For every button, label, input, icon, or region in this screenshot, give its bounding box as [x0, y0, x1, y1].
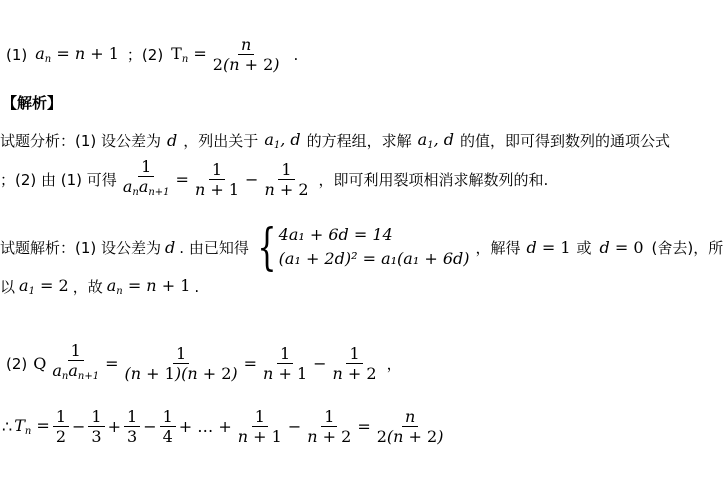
answer-part2-lhs: $T_n$ = — [171, 44, 207, 65]
solution-label: 试题解析： — [0, 238, 76, 257]
analysis-line-1: 试题分析： (1) 设公差为 d ，列出关于 $a_1$, d 的方程组，求解 $a_1$, d 的值，即可得到数列的通项公式 — [0, 130, 671, 151]
analysis-frac-rhs1: $\frac{1}{n + 1}$ — [194, 160, 240, 199]
answer-part1-label: (1) — [6, 45, 28, 64]
answer-part2-fraction: $\frac{n}{2(n + 2)}$ — [212, 35, 280, 74]
equation-system: { 4a₁ + 6d = 14 (a₁ + 2d)² = a₁(a₁ + 6d) — [257, 218, 470, 276]
answer-end: . — [293, 45, 299, 64]
analysis-frac-lhs: $\frac{1}{a_na_{n+1}}$ — [122, 157, 170, 198]
solution-line-2: 以 $a_1 = 2$ ，故 $a_n = n + 1$ . — [0, 276, 200, 297]
answer-separator: ； — [126, 46, 142, 64]
answer-line — [6, 36, 298, 73]
analysis-frac-rhs2: $\frac{1}{n + 2}$ — [264, 160, 309, 199]
solution-part2-line: (2) Q $\frac{1}{a_na_{n+1}}$ = $\frac{1}{(n + 1)(n + 2)}$ = $\frac{1}{n + 1}$ − $\frac{1}{n + 2}$ ， — [6, 341, 402, 383]
answer-part2-label: (2) — [141, 45, 164, 64]
solution-line-1: 试题解析： (1) 设公差为 d . 由已知得 { 4a₁ + 6d = 14 (a₁ + 2d)² = a₁(a₁ + 6d) ，解得 d = 1 或 d = 0 (舍去)，所 — [0, 218, 723, 276]
analysis-line-2: ；(2) 由 (1) 可得 $\frac{1}{a_na_{n+1}}$ = $\frac{1}{n + 1}$ − $\frac{1}{n + 2}$ ，即可利用裂项相消求解数列的和. — [0, 157, 549, 199]
equation-1: 4a₁ + 6d = 14 — [278, 225, 393, 244]
equation-2: (a₁ + 2d)² = a₁(a₁ + 6d) — [278, 249, 470, 268]
section-title: 【解析】 — [2, 94, 63, 112]
answer-part1-formula: $a_n = n + 1$ — [35, 44, 119, 65]
analysis-label: 试题分析： — [0, 132, 76, 150]
solution-final-line: ∴ $T_n$ = $\frac{1}{2}$ − $\frac{1}{3}$ + $\frac{1}{3}$ − $\frac{1}{4}$ + … + $\frac{1}{n + 1}$ − $\frac{1}{n + 2}$ = $\frac{n}{2(n + 2)}$ — [2, 407, 444, 446]
